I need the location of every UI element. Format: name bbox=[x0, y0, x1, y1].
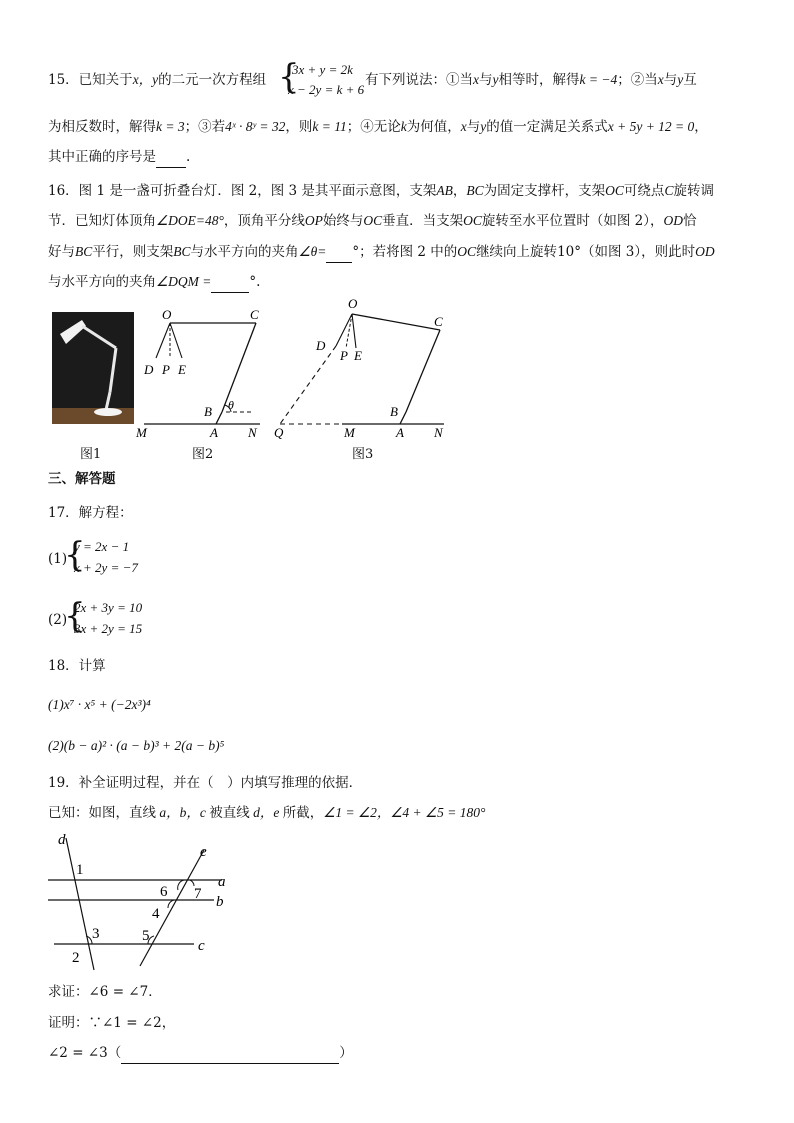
figure3-caption: 图3 bbox=[352, 447, 374, 462]
q19-prove: 求证：∠6 = ∠7． bbox=[48, 984, 162, 1000]
label-M: M bbox=[136, 425, 147, 440]
q16-var: OD bbox=[695, 244, 715, 259]
label-C: C bbox=[250, 308, 259, 322]
q15-var: y bbox=[492, 72, 499, 87]
reason-blank[interactable] bbox=[121, 1043, 339, 1064]
q15-var: y bbox=[480, 119, 487, 134]
label-E: E bbox=[354, 348, 362, 363]
label-D: D bbox=[316, 338, 326, 353]
photo-background bbox=[52, 312, 134, 424]
q19-text: 已知：如图，直线 bbox=[48, 805, 156, 821]
label-angle-1: 1 bbox=[76, 862, 84, 878]
q16-text: 节．已知灯体顶角 bbox=[48, 213, 156, 229]
q19-given bbox=[48, 803, 485, 823]
q16-var: OC bbox=[463, 213, 482, 228]
q16-value: 10° bbox=[557, 244, 581, 260]
label-O: O bbox=[348, 296, 358, 311]
q19-title: 19．补全证明过程，并在（ ）内填写推理的依据． bbox=[48, 775, 363, 791]
q15-text: 相等时，解得 bbox=[498, 72, 580, 88]
q15-text: ，则 bbox=[285, 119, 313, 135]
q16-var: OC bbox=[605, 183, 624, 198]
q17-part1-eq2: x + 2y = −7 bbox=[74, 560, 138, 575]
section-heading: 三、解答题 bbox=[48, 471, 116, 487]
q15-text: 与 bbox=[479, 72, 493, 88]
q15-brace: { bbox=[278, 57, 300, 97]
label-A: A bbox=[396, 425, 404, 440]
q15-text: ；③若 bbox=[184, 119, 226, 135]
q15-var: x bbox=[657, 72, 664, 87]
q15-text: 为何值， bbox=[406, 119, 461, 135]
q15-var: k bbox=[400, 119, 407, 134]
label-angle-5: 5 bbox=[142, 928, 150, 944]
q19-text: ） bbox=[339, 1045, 353, 1061]
q15-text: 互 bbox=[683, 72, 697, 88]
label-Q: Q bbox=[274, 425, 284, 440]
label-A: A bbox=[210, 425, 218, 440]
q16-line3 bbox=[48, 242, 715, 263]
q15-text: 与 bbox=[663, 72, 678, 88]
q19-condition: ∠1 = ∠2，∠4 + ∠5 = 180° bbox=[323, 805, 486, 820]
label-M: M bbox=[344, 425, 355, 440]
q16-var: OP bbox=[304, 213, 323, 228]
q16-line4 bbox=[48, 272, 260, 293]
label-d: d bbox=[58, 832, 66, 848]
q19-vars: a，b，c bbox=[156, 805, 210, 820]
q17-part1-label: (1) bbox=[48, 551, 68, 567]
lamp-photo bbox=[52, 312, 134, 424]
q15-value: k = −4 bbox=[579, 72, 618, 87]
label-N: N bbox=[434, 425, 443, 440]
segment-BC bbox=[406, 330, 440, 412]
q17-part2-eq1: 2x + 3y = 10 bbox=[74, 600, 143, 615]
q19-text: 被直线 bbox=[209, 805, 250, 821]
segment-AB bbox=[400, 412, 406, 424]
q19-proof-step2 bbox=[48, 1043, 353, 1064]
label-O: O bbox=[162, 308, 172, 322]
table-surface bbox=[52, 408, 134, 424]
label-B: B bbox=[390, 404, 398, 419]
q19-vars: d，e bbox=[249, 805, 283, 820]
q16-value: ∠θ= bbox=[298, 244, 327, 259]
q15-var: x bbox=[473, 72, 479, 87]
line-e bbox=[140, 850, 204, 966]
q15-line1b bbox=[365, 70, 697, 90]
q16-var: BC bbox=[75, 244, 93, 259]
q16-text: 平行，则支架 bbox=[92, 244, 174, 260]
q15-var: y bbox=[677, 72, 684, 87]
q17-part1-eq1: y = 2x − 1 bbox=[74, 539, 130, 554]
segment-AB bbox=[216, 412, 222, 424]
q15-text: ；②当 bbox=[617, 72, 658, 88]
q16-text: ， bbox=[452, 183, 467, 199]
q17-part2-label: (2) bbox=[48, 612, 68, 628]
q16-value: ∠DQM = bbox=[156, 274, 212, 289]
label-a: a bbox=[218, 874, 226, 890]
q16-text: （如图 3），则此时 bbox=[581, 244, 696, 260]
label-C: C bbox=[434, 314, 443, 329]
q16-var: OC bbox=[363, 213, 383, 228]
q16-text: 继续向上旋转 bbox=[476, 244, 558, 260]
label-P: P bbox=[162, 362, 170, 377]
q16-var: OC bbox=[457, 244, 477, 259]
line-d bbox=[66, 838, 94, 970]
ray-OD-extension bbox=[280, 346, 336, 424]
q16-var: AB bbox=[436, 183, 453, 198]
q16-text: 与水平方向的夹角 bbox=[190, 244, 299, 260]
q15-text: 的二元一次方程组 bbox=[158, 72, 267, 88]
q15-vars: x，y bbox=[132, 72, 159, 87]
q19-text: ∠2 = ∠3（ bbox=[48, 1045, 122, 1061]
label-angle-2: 2 bbox=[72, 950, 80, 966]
q18-part1: (1)x⁷ · x⁵ + (−2x³)⁴ bbox=[48, 697, 151, 712]
q17-part2-eq2: 3x + 2y = 15 bbox=[74, 621, 143, 636]
q16-var: BC bbox=[466, 183, 484, 198]
q15-line1 bbox=[48, 70, 266, 90]
q16-text: 旋转至水平位置时（如图 2）， bbox=[481, 213, 664, 229]
q19-figure bbox=[44, 828, 244, 974]
segment-OC bbox=[352, 314, 440, 330]
q15-value: 4ˣ · 8ʸ = 32 bbox=[225, 119, 286, 134]
q16-text: 好与 bbox=[48, 244, 75, 260]
q16-text: °. bbox=[249, 274, 261, 290]
figure2-diagram bbox=[134, 308, 272, 442]
q17-part2-brace: { bbox=[64, 596, 86, 636]
q16-value: ∠DOE=48° bbox=[156, 213, 224, 228]
label-D: D bbox=[144, 362, 154, 377]
label-b: b bbox=[216, 894, 224, 910]
ray-OE bbox=[352, 314, 356, 348]
answer-blank bbox=[326, 242, 352, 263]
label-B: B bbox=[204, 404, 212, 419]
answer-blank bbox=[211, 272, 249, 293]
q15-text: 15．已知关于 bbox=[48, 72, 133, 88]
q15-text: ， bbox=[694, 119, 708, 135]
q16-text: 恰 bbox=[683, 213, 697, 229]
q15-line2 bbox=[48, 117, 708, 137]
label-c: c bbox=[198, 938, 205, 954]
q16-var: BC bbox=[173, 244, 191, 259]
q15-value: k = 3 bbox=[156, 119, 185, 134]
label-theta: θ bbox=[228, 398, 234, 412]
label-angle-4: 4 bbox=[152, 906, 160, 922]
q18-title: 18．计算 bbox=[48, 658, 106, 674]
q16-text: 垂直．当支架 bbox=[382, 213, 464, 229]
q18-part2: (2)(b − a)² · (a − b)³ + 2(a − b)⁵ bbox=[48, 738, 225, 753]
q16-text: 16．图 1 是一盏可折叠台灯．图 2，图 3 是其平面示意图，支架 bbox=[48, 183, 437, 199]
figure1-caption: 图1 bbox=[80, 447, 102, 462]
q16-line1 bbox=[48, 181, 714, 201]
q19-text: 所截， bbox=[282, 805, 324, 821]
figure2-caption: 图2 bbox=[192, 447, 214, 462]
q15-text: . bbox=[186, 149, 191, 165]
label-N: N bbox=[248, 425, 257, 440]
q16-text: 旋转调 bbox=[673, 183, 714, 199]
q16-text: 与水平方向的夹角 bbox=[48, 274, 156, 290]
label-angle-7: 7 bbox=[194, 886, 202, 902]
label-e: e bbox=[200, 844, 207, 860]
q16-text: 为固定支撑杆，支架 bbox=[483, 183, 606, 199]
answer-blank bbox=[156, 147, 186, 168]
label-P: P bbox=[340, 348, 348, 363]
lamp-base bbox=[94, 408, 122, 416]
q15-var: x bbox=[460, 119, 467, 134]
label-angle-3: 3 bbox=[92, 926, 100, 942]
q16-text: ，顶角平分线 bbox=[223, 213, 305, 229]
q16-var: OD bbox=[663, 213, 684, 228]
q15-eq2: x − 2y = k + 6 bbox=[288, 82, 365, 97]
q16-text: 可绕点 bbox=[623, 183, 665, 199]
q16-var: C bbox=[664, 183, 674, 198]
label-angle-6: 6 bbox=[160, 884, 168, 900]
q15-text: 与 bbox=[466, 119, 481, 135]
q15-eq1: 3x + y = 2k bbox=[292, 62, 353, 77]
q15-value: x + 5y + 12 = 0 bbox=[607, 119, 695, 134]
q15-text: ；④无论 bbox=[346, 119, 401, 135]
q15-line3 bbox=[48, 147, 190, 168]
q16-text: °；若将图 2 中的 bbox=[352, 244, 458, 260]
q17-part1-brace: { bbox=[64, 535, 86, 575]
q15-text: 其中正确的序号是 bbox=[48, 149, 156, 165]
q15-text: 为相反数时，解得 bbox=[48, 119, 156, 135]
q15-text: 有下列说法：①当 bbox=[365, 72, 473, 88]
q15-text: 的值一定满足关系式 bbox=[486, 119, 608, 135]
ray-OE bbox=[170, 323, 182, 358]
q15-value: k = 11 bbox=[312, 119, 347, 134]
ray-OD bbox=[156, 323, 170, 358]
label-E: E bbox=[178, 362, 186, 377]
q16-line2 bbox=[48, 211, 697, 231]
q16-text: 始终与 bbox=[322, 213, 364, 229]
figure3-diagram bbox=[270, 294, 452, 442]
q17-title: 17．解方程： bbox=[48, 505, 133, 521]
q19-proof-step1: 证明：∵∠1 = ∠2， bbox=[48, 1015, 176, 1031]
